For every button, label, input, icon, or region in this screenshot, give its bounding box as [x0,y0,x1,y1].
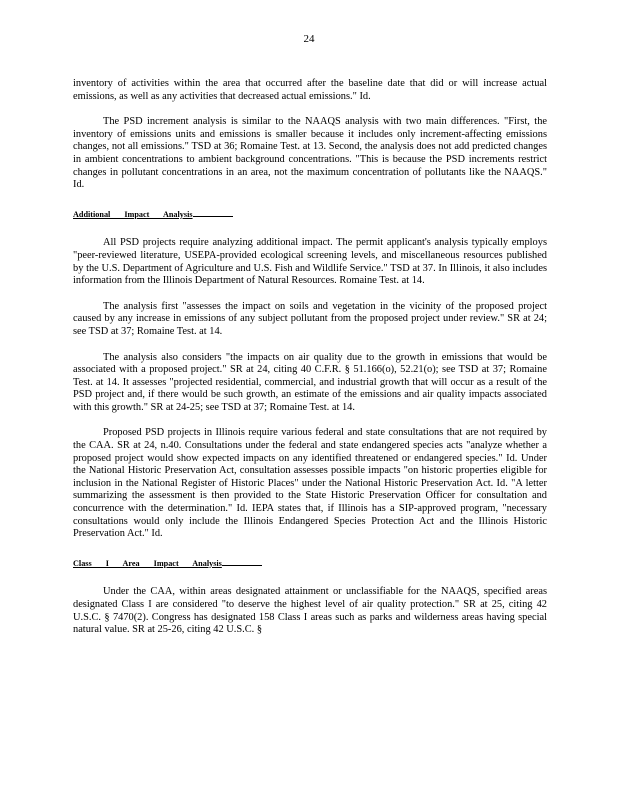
section-heading-container [73,554,547,587]
section-heading: Class I Area Impact Analysis [73,558,222,568]
paragraph: The analysis first "assesses the impact on soils and vegetation in the vicinity of the proposed project caused by any increase in emissions of any subject pollutant from the proposed project under review." SR at 24; see TSD at 37; Romaine Test. at 14. [73,300,547,337]
paragraph: The PSD increment analysis is similar to the NAAQS analysis with two main differences. "First, the inventory of emissions units and emissions is smaller because it includes only increment-affecting emissions changes, not all emissions." TSD at 36; Romaine Test. at 13. Second, the analysis does not add predicted changes in ambient concentrations to ambient background concentrations. "This is because the PSD increments restrict changes in pollutant concentrations in an area, not the maximum concentration of pollutants like the NAAQS." Id. [73,116,547,191]
heading-underline [193,216,233,217]
paragraph: Under the CAA, within areas designated attainment or unclassifiable for the NAAQS, specified areas designated Class I are considered "to deserve the highest level of air quality protection." SR at 25, citing 42 U.S.C. § 7470(2). Congress has designated 158 Class I areas such as parks and wilderness areas having special natural value. SR at 25-26, citing 42 U.S.C. § [73,586,547,636]
page-number: 24 [303,33,315,45]
document-body [73,78,547,650]
paragraph: Proposed PSD projects in Illinois require various federal and state consultations that are not required by the CAA. SR at 24, n.40. Consultations under the federal and state endangered species acts "analyze whether a proposed project would show expected impacts on any identified threatened or endangered species." Id. Under the National Historic Preservation Act, consultation assesses possible impacts "on historic properties eligible for inclusion in the National Register of Historic Places" under the National Historic Preservation Act. Id. "A letter summarizing the assessment is then provided to the State Historic Preservation Officer for consultation and concurrence with the determination." Id. IEPA states that, if Illinois has a SIP-approved program, "necessary consultations would only include the Illinois Endangered Species Protection Act and the Illinois Historic Preservation Act." Id. [73,427,547,540]
section-heading: Additional Impact Analysis [73,209,193,219]
section-heading-container [73,205,547,238]
paragraph: inventory of activities within the area that occurred after the baseline date that did or will increase actual emissions, as well as any activities that decreased actual emissions." Id. [73,78,547,102]
heading-underline [222,565,262,566]
paragraph: All PSD projects require analyzing additional impact. The permit applicant's analysis typically employs "peer-reviewed literature, USEPA-provided ecological screening levels, and miscellaneous resources published by the U.S. Department of Agriculture and U.S. Fish and Wildlife Service." TSD at 37. In Illinois, it also includes information from the Illinois Department of Natural Resources. Romaine Test. at 14. [73,237,547,287]
paragraph: The analysis also considers "the impacts on air quality due to the growth in emissions that would be associated with a proposed project." SR at 24, citing 40 C.F.R. § 51.166(o), 52.21(o); see TSD at 37; Romaine Test. at 14. It assesses "projected residential, commercial, and industrial growth that will occur as a result of the PSD project and, if there would be such growth, an estimate of the emissions and air quality impacts associated with this growth." SR at 24-25; see TSD at 37; Romaine Test. at 14. [73,351,547,413]
